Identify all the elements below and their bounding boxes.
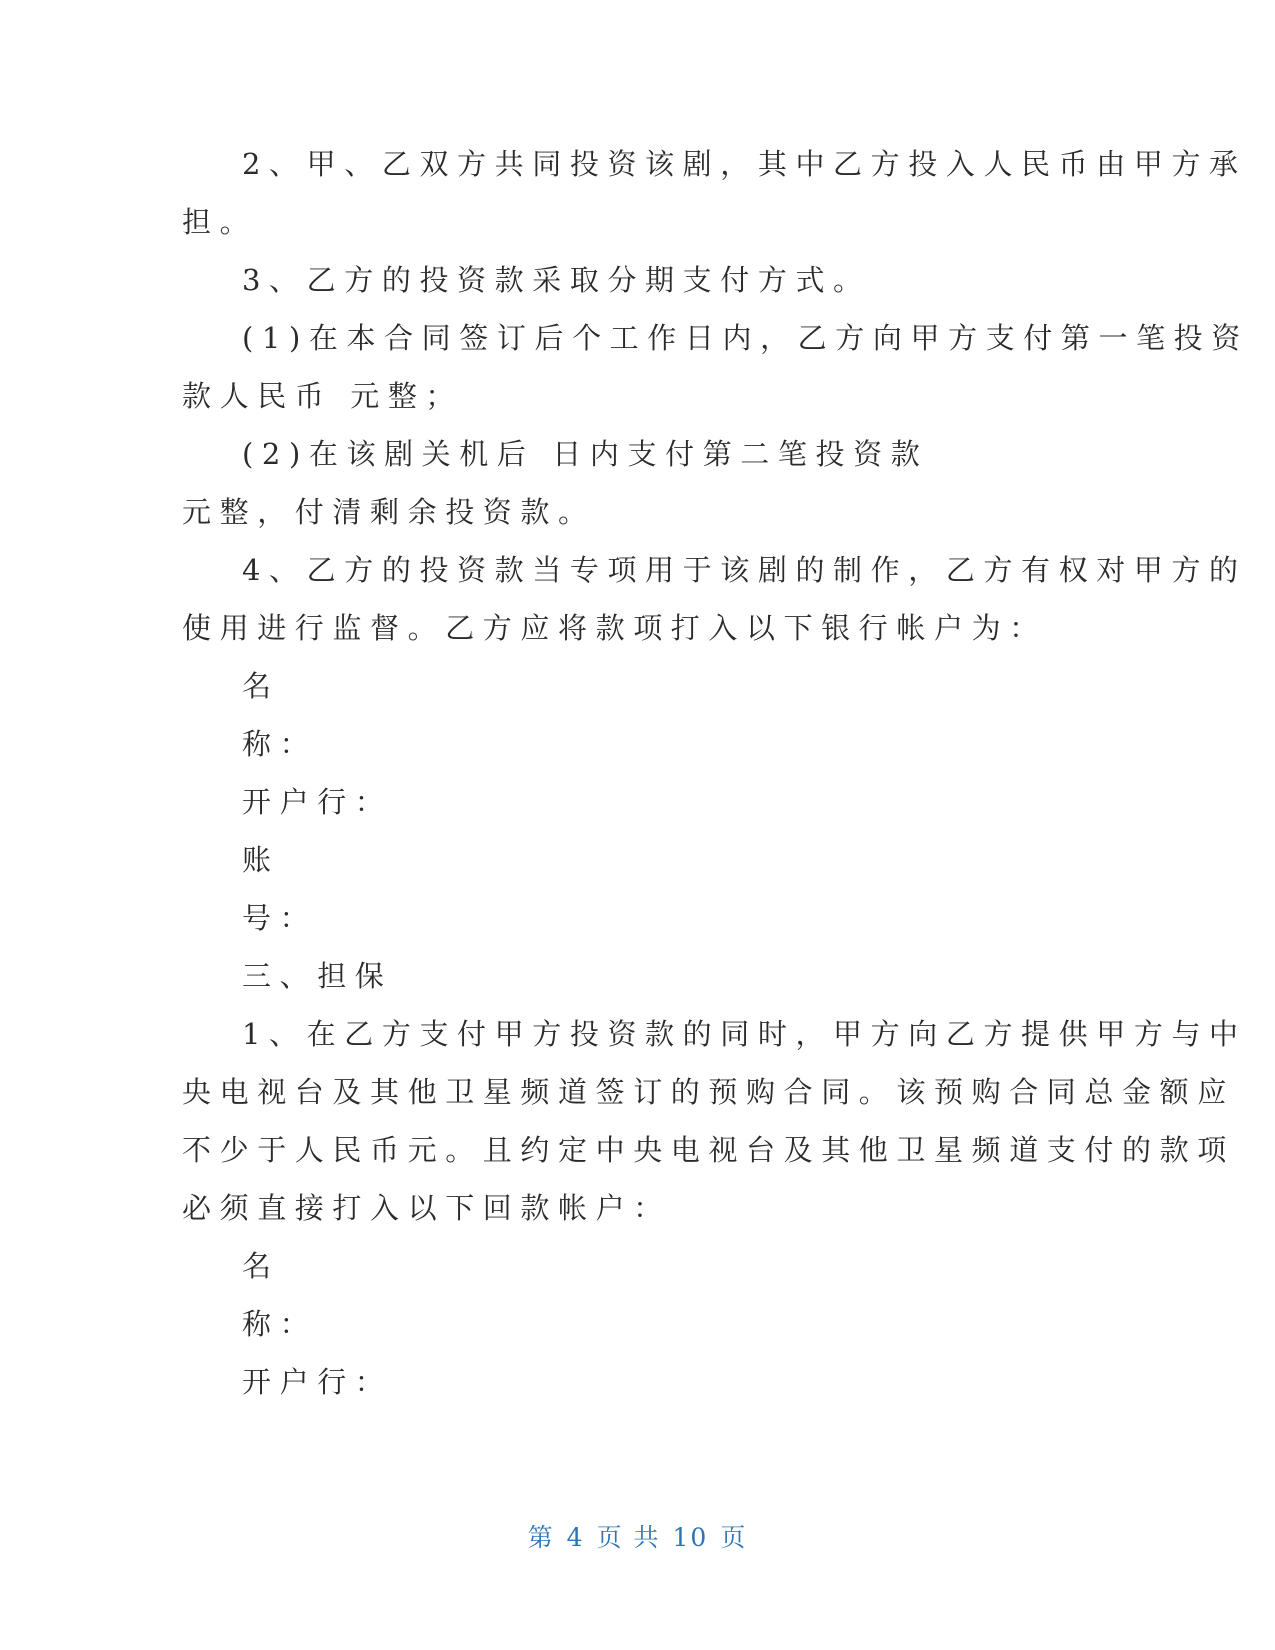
paragraph-line: 央电视台及其他卫星频道签订的预购合同。该预购合同总金额应 [182, 1075, 1235, 1109]
paragraph-line: 3、乙方的投资款采取分期支付方式。 [242, 263, 871, 297]
page-footer [0, 1520, 1275, 1556]
account-name-label-part1: 名 [242, 1249, 280, 1283]
paragraph-line: 1、在乙方支付甲方投资款的同时，甲方向乙方提供甲方与中 [242, 1017, 1247, 1051]
current-page-number: 4 [566, 1523, 585, 1552]
paragraph-line: 担。 [182, 205, 258, 239]
account-number-label-part2: 号： [242, 901, 318, 935]
section-heading: 三、担保 [242, 959, 393, 993]
account-name-label-part2: 称： [242, 727, 318, 761]
bank-label: 开户行： [242, 1365, 393, 1399]
paragraph-line: (2)在该剧关机后 日内支付第二笔投资款 [242, 437, 929, 471]
footer-suffix: 页 [720, 1523, 748, 1552]
footer-prefix: 第 [527, 1523, 555, 1552]
total-pages-number: 10 [672, 1523, 709, 1552]
paragraph-line: 不少于人民币元。且约定中央电视台及其他卫星频道支付的款项 [182, 1133, 1235, 1167]
paragraph-line: 款人民币 元整； [182, 379, 464, 413]
paragraph-line: 元整，付清剩余投资款。 [182, 495, 596, 529]
footer-middle: 页 共 [596, 1523, 661, 1552]
account-number-label-part1: 账 [242, 843, 280, 877]
account-name-label-part2: 称： [242, 1307, 318, 1341]
paragraph-line: 使用进行监督。乙方应将款项打入以下银行帐户为： [182, 611, 1047, 645]
paragraph-line: 2、甲、乙双方共同投资该剧，其中乙方投入人民币由甲方承 [242, 147, 1247, 181]
paragraph-line: (1)在本合同签订后个工作日内，乙方向甲方支付第一笔投资 [242, 321, 1249, 355]
paragraph-line: 必须直接打入以下回款帐户： [182, 1191, 671, 1225]
account-name-label-part1: 名 [242, 669, 280, 703]
paragraph-line: 4、乙方的投资款当专项用于该剧的制作，乙方有权对甲方的 [242, 553, 1247, 587]
bank-label: 开户行： [242, 785, 393, 819]
